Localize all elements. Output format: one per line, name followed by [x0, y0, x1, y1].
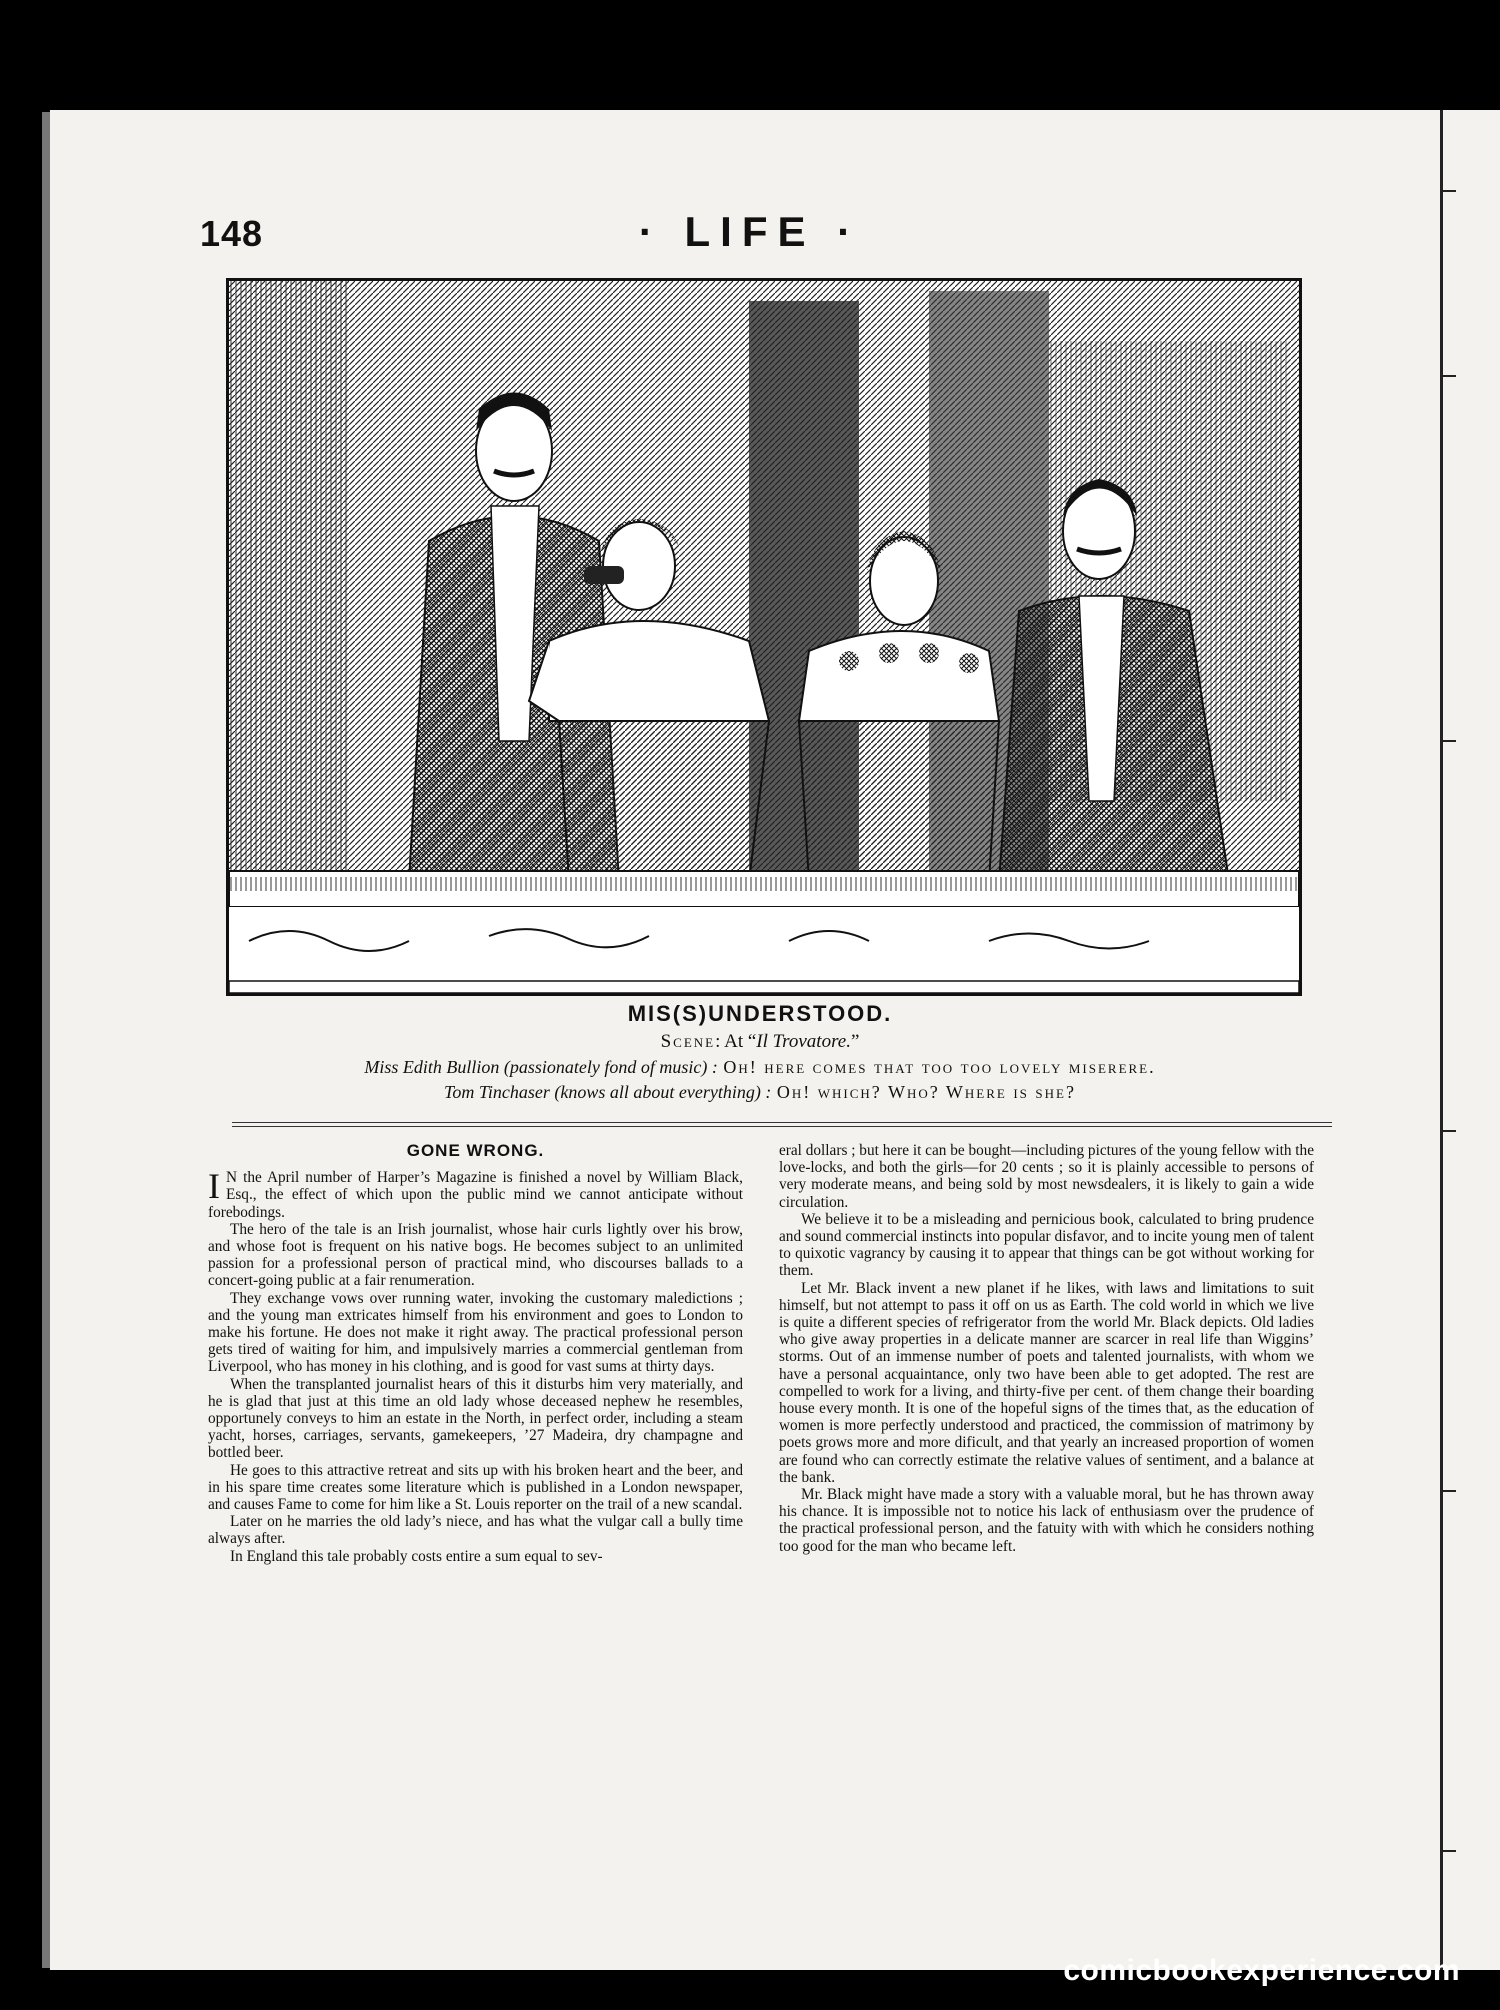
page-edge-mark — [1442, 1130, 1456, 1132]
speaker-2: Tom Tinchaser (knows all about everything) : — [444, 1082, 772, 1102]
scene-close: ” — [850, 1031, 860, 1052]
opera-box-illustration — [226, 278, 1302, 996]
article-paragraph: eral dollars ; but here it can be bought—including pictures of the young fellow with the love-locks, and both the girls—for 20 cents ; so it is plainly accessible to persons of very moderate means, and being sold by most newsdealers, it is likely to gain a wide circulation. — [779, 1142, 1314, 1211]
caption-dialogue-line-2 — [200, 1082, 1320, 1103]
page-edge-mark — [1442, 1850, 1456, 1852]
article-title: GONE WRONG. — [406, 1141, 545, 1160]
page-number: 148 — [200, 213, 264, 254]
masthead-title: · LIFE · — [638, 208, 862, 255]
article-paragraph: They exchange vows over running water, invoking the customary maledictions ; and the young man extricates himself from his environment and goes to London to make his fortune. He does not make it right away. The practical professional person gets tired of waiting for him, and impulsively marries a commercial gentleman from Liverpool, who has money in his clothing, and is good for vast sums at thirty days. — [208, 1289, 743, 1376]
page-edge-mark — [1442, 375, 1456, 377]
page-edge-mark — [1442, 740, 1456, 742]
box-front — [229, 907, 1299, 993]
article-paragraph: We believe it to be a misleading and pernicious book, calculated to bring prudence and sound commercial instincts into popular disfavor, and to incite young men of talent to quixotic vagrancy by causing it to appear that things can be got without working for them. — [779, 1210, 1314, 1280]
article-paragraph: Mr. Black might have made a story with a valuable moral, but he has thrown away his chance. It is impossible not to notice his lack of enthusiasm over the prudence of the practical professional person, and the fatuity with with which he considers nothing too good for the man who became left. — [779, 1486, 1314, 1555]
drop-cap: I — [208, 1166, 220, 1207]
caption-dialogue-line-1 — [200, 1057, 1320, 1078]
article-paragraph: In England this tale probably costs entire a sum equal to sev- — [230, 1547, 603, 1565]
speech-1: Oh! here comes that too too lovely miserere. — [723, 1057, 1156, 1077]
article-paragraph: I N the April number of Harper’s Magazine is finished a novel by William Black, Esq., the effect of which upon the public mind we cannot anticipate without forebodings. — [208, 1166, 743, 1221]
speaker-1: Miss Edith Bullion (passionately fond of music) : — [364, 1057, 718, 1077]
caption-title: MIS(S)UNDERSTOOD. — [627, 1001, 893, 1026]
page-edge-mark — [1442, 190, 1456, 192]
section-rule — [232, 1122, 1332, 1127]
article-paragraph: The hero of the tale is an Irish journalist, whose hair curls lightly over his brow, and whose foot is frequent on his native bogs. He becomes subject to an unlimited passion for a professional person of practical mind, who discourses ballads to a concert-going public at a fair renumeration. — [208, 1220, 743, 1290]
adjacent-page-edge — [1440, 110, 1500, 1970]
scene-opera: Il Trovatore. — [756, 1031, 851, 1052]
article-paragraph: When the transplanted journalist hears of this it disturbs him very materially, and he is glad that just at this time an old lady whose deceased nephew he resembles, opportunely conveys to him an estate in the North, in perfect order, including a steam yacht, horses, carriages, servants, gamekeepers, ’27 Madeira, dry champagne and bottled beer. — [208, 1375, 743, 1462]
scene-label: Scene — [660, 1031, 716, 1052]
article-paragraph: Let Mr. Black invent a new planet if he likes, with laws and limitations to suit himself, but not attempt to pass it off on us as Earth. The cold world in which we live is quite a different species of refrigerator from the world Mr. Black depicts. Old ladies who give away properties in a delicate manner are scarcer in real life than Wiggins’ storms. Out of an immense number of poets and talented journalists, with whom we have a personal acquaintance, only two have been able to get adopted. The rest are compelled to work for a living, and thirty-five per cent. of them change their boarding house every month. It is one of the hopeful signs of the times that, as the education of women is more perfectly understood and practiced, the commission of matrimony by poets grows more and more dificult, and that yearly an increased proportion of women are found who can correctly estimate the relative values of sentiment, and a balance at the bank. — [779, 1279, 1314, 1486]
scene-text: : At “ — [715, 1031, 757, 1052]
site-watermark: comicbookexperience.com — [1063, 1954, 1460, 1987]
caption-scene — [200, 1031, 1320, 1053]
opera-glasses-icon — [584, 566, 624, 584]
article-paragraph: Later on he marries the old lady’s niece, and has what the vulgar call a bully time always after. — [208, 1513, 743, 1548]
article-paragraph: He goes to this attractive retreat and sits up with his broken heart and the beer, and in his spare time creates some literature which is published in a London newspaper, and causes Fame to come for him like a St. Louis reporter on the trail of a new scandal. — [208, 1461, 743, 1514]
speech-2: Oh! which? Who? Where is she? — [776, 1082, 1076, 1102]
rail-fringe — [229, 877, 1299, 891]
illustration-caption — [200, 995, 1320, 1103]
page-edge-mark — [1442, 1490, 1456, 1492]
article-column-left — [208, 1142, 743, 1565]
curtain-left — [229, 281, 349, 881]
engraving-drawing — [229, 281, 1299, 993]
article-column-right — [779, 1142, 1314, 1555]
